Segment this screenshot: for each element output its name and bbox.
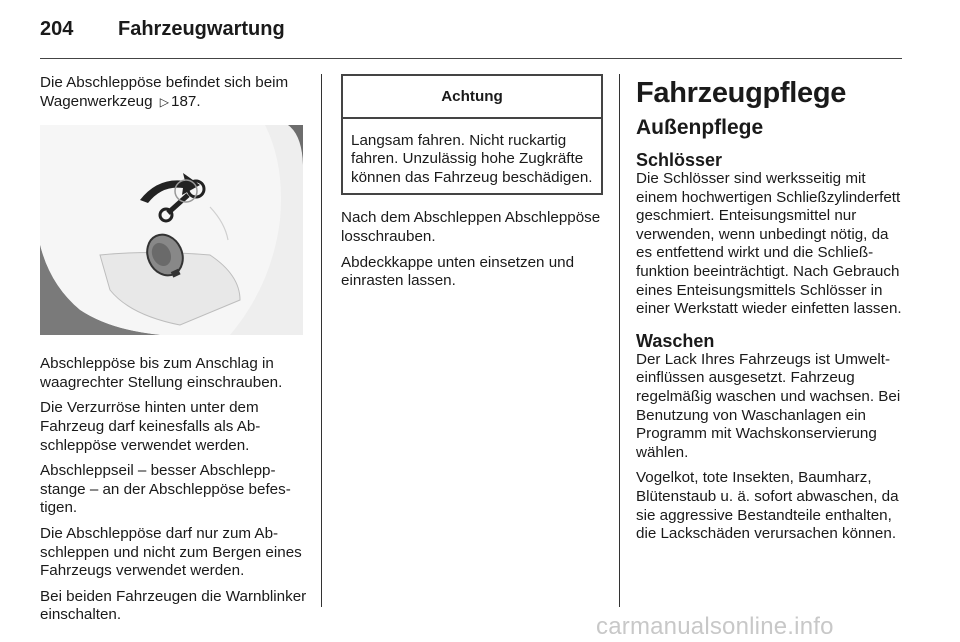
warning-text: Langsam fahren. Nicht ruckartig fahren. Unzulässig hohe Zugkräfte können das Fahrzeug beschädigen. [351,131,593,186]
washing-heading: Waschen [636,330,715,351]
warning-title: Achtung [343,76,601,119]
paragraph-after-towing: Nach dem Abschleppen Abschleppöse losschrauben. [341,209,601,245]
header-rule [40,58,902,59]
column-divider-2 [619,74,620,607]
page-reference-number: 187. [171,92,201,110]
intro-text: Die Abschleppöse befindet sich beim Wagenwerkzeug [40,74,289,110]
paragraph-3: Abschleppseil – besser Abschleppstange – an der Abschleppöse befestigen. [40,462,291,517]
locks-text: Die Schlösser sind werksseitig mit einem hochwertigen Schließzylinderfett geschmiert. Enteisungsmittel nur verwenden, wenn unbedingt nötig, da es entfettend wirkt und die Schließfunktion beeinträchtigt. Nach Gebrauch eines Enteisungsmittels Schlösser in einer Werkstatt wieder einfetten lassen. [636,170,902,318]
paragraph-cover-cap: Abdeckkappe unten einsetzen und einrasten lassen. [341,253,575,290]
washing-text-1: Der Lack Ihres Fahrzeugs ist Umwelteinflüssen ausgesetzt. Fahrzeug regelmäßig waschen und wachsen. Bei Benutzung von Waschanlagen ein Programm mit Wachskonservierung wählen. [636,350,901,461]
intro-paragraph [40,74,308,111]
watermark: carmanualsonline.info [596,613,834,640]
triangle-right-icon: ▷ [159,94,170,109]
washing-text-2: Vogelkot, tote Insekten, Baumharz, Blütenstaub u. ä. sofort abwaschen, da sie aggressive Bestandteile enthalten, die Lackschäden verursachen können. [636,469,899,543]
paragraph-2: Die Verzurröse hinten unter dem Fahrzeug darf keinesfalls als Abschleppöse verwendet werden. [40,399,261,454]
page-title: Fahrzeugwartung [118,18,285,40]
towing-eye-illustration [40,125,303,335]
section-heading: Fahrzeugpflege [636,77,847,109]
page-header [40,18,285,48]
column-divider-1 [321,74,322,607]
warning-box [341,74,603,195]
column-middle [341,74,603,298]
locks-heading: Schlösser [636,150,723,170]
page-reference-link[interactable] [157,93,201,110]
paragraph-5: Bei beiden Fahrzeugen die Warnblinker einschalten. [40,587,307,624]
column-left [40,74,308,632]
paragraph-1: Abschleppöse bis zum Anschlag in waagrechter Stellung einschrauben. [40,355,283,391]
subsection-heading: Außenpflege [636,116,764,139]
towing-eye-drawing [40,125,303,335]
column-right [636,74,906,551]
paragraph-4: Die Abschleppöse darf nur zum Abschleppen und nicht zum Bergen eines Fahrzeugs verwendet werden. [40,524,302,580]
page-number: 204 [40,18,74,40]
